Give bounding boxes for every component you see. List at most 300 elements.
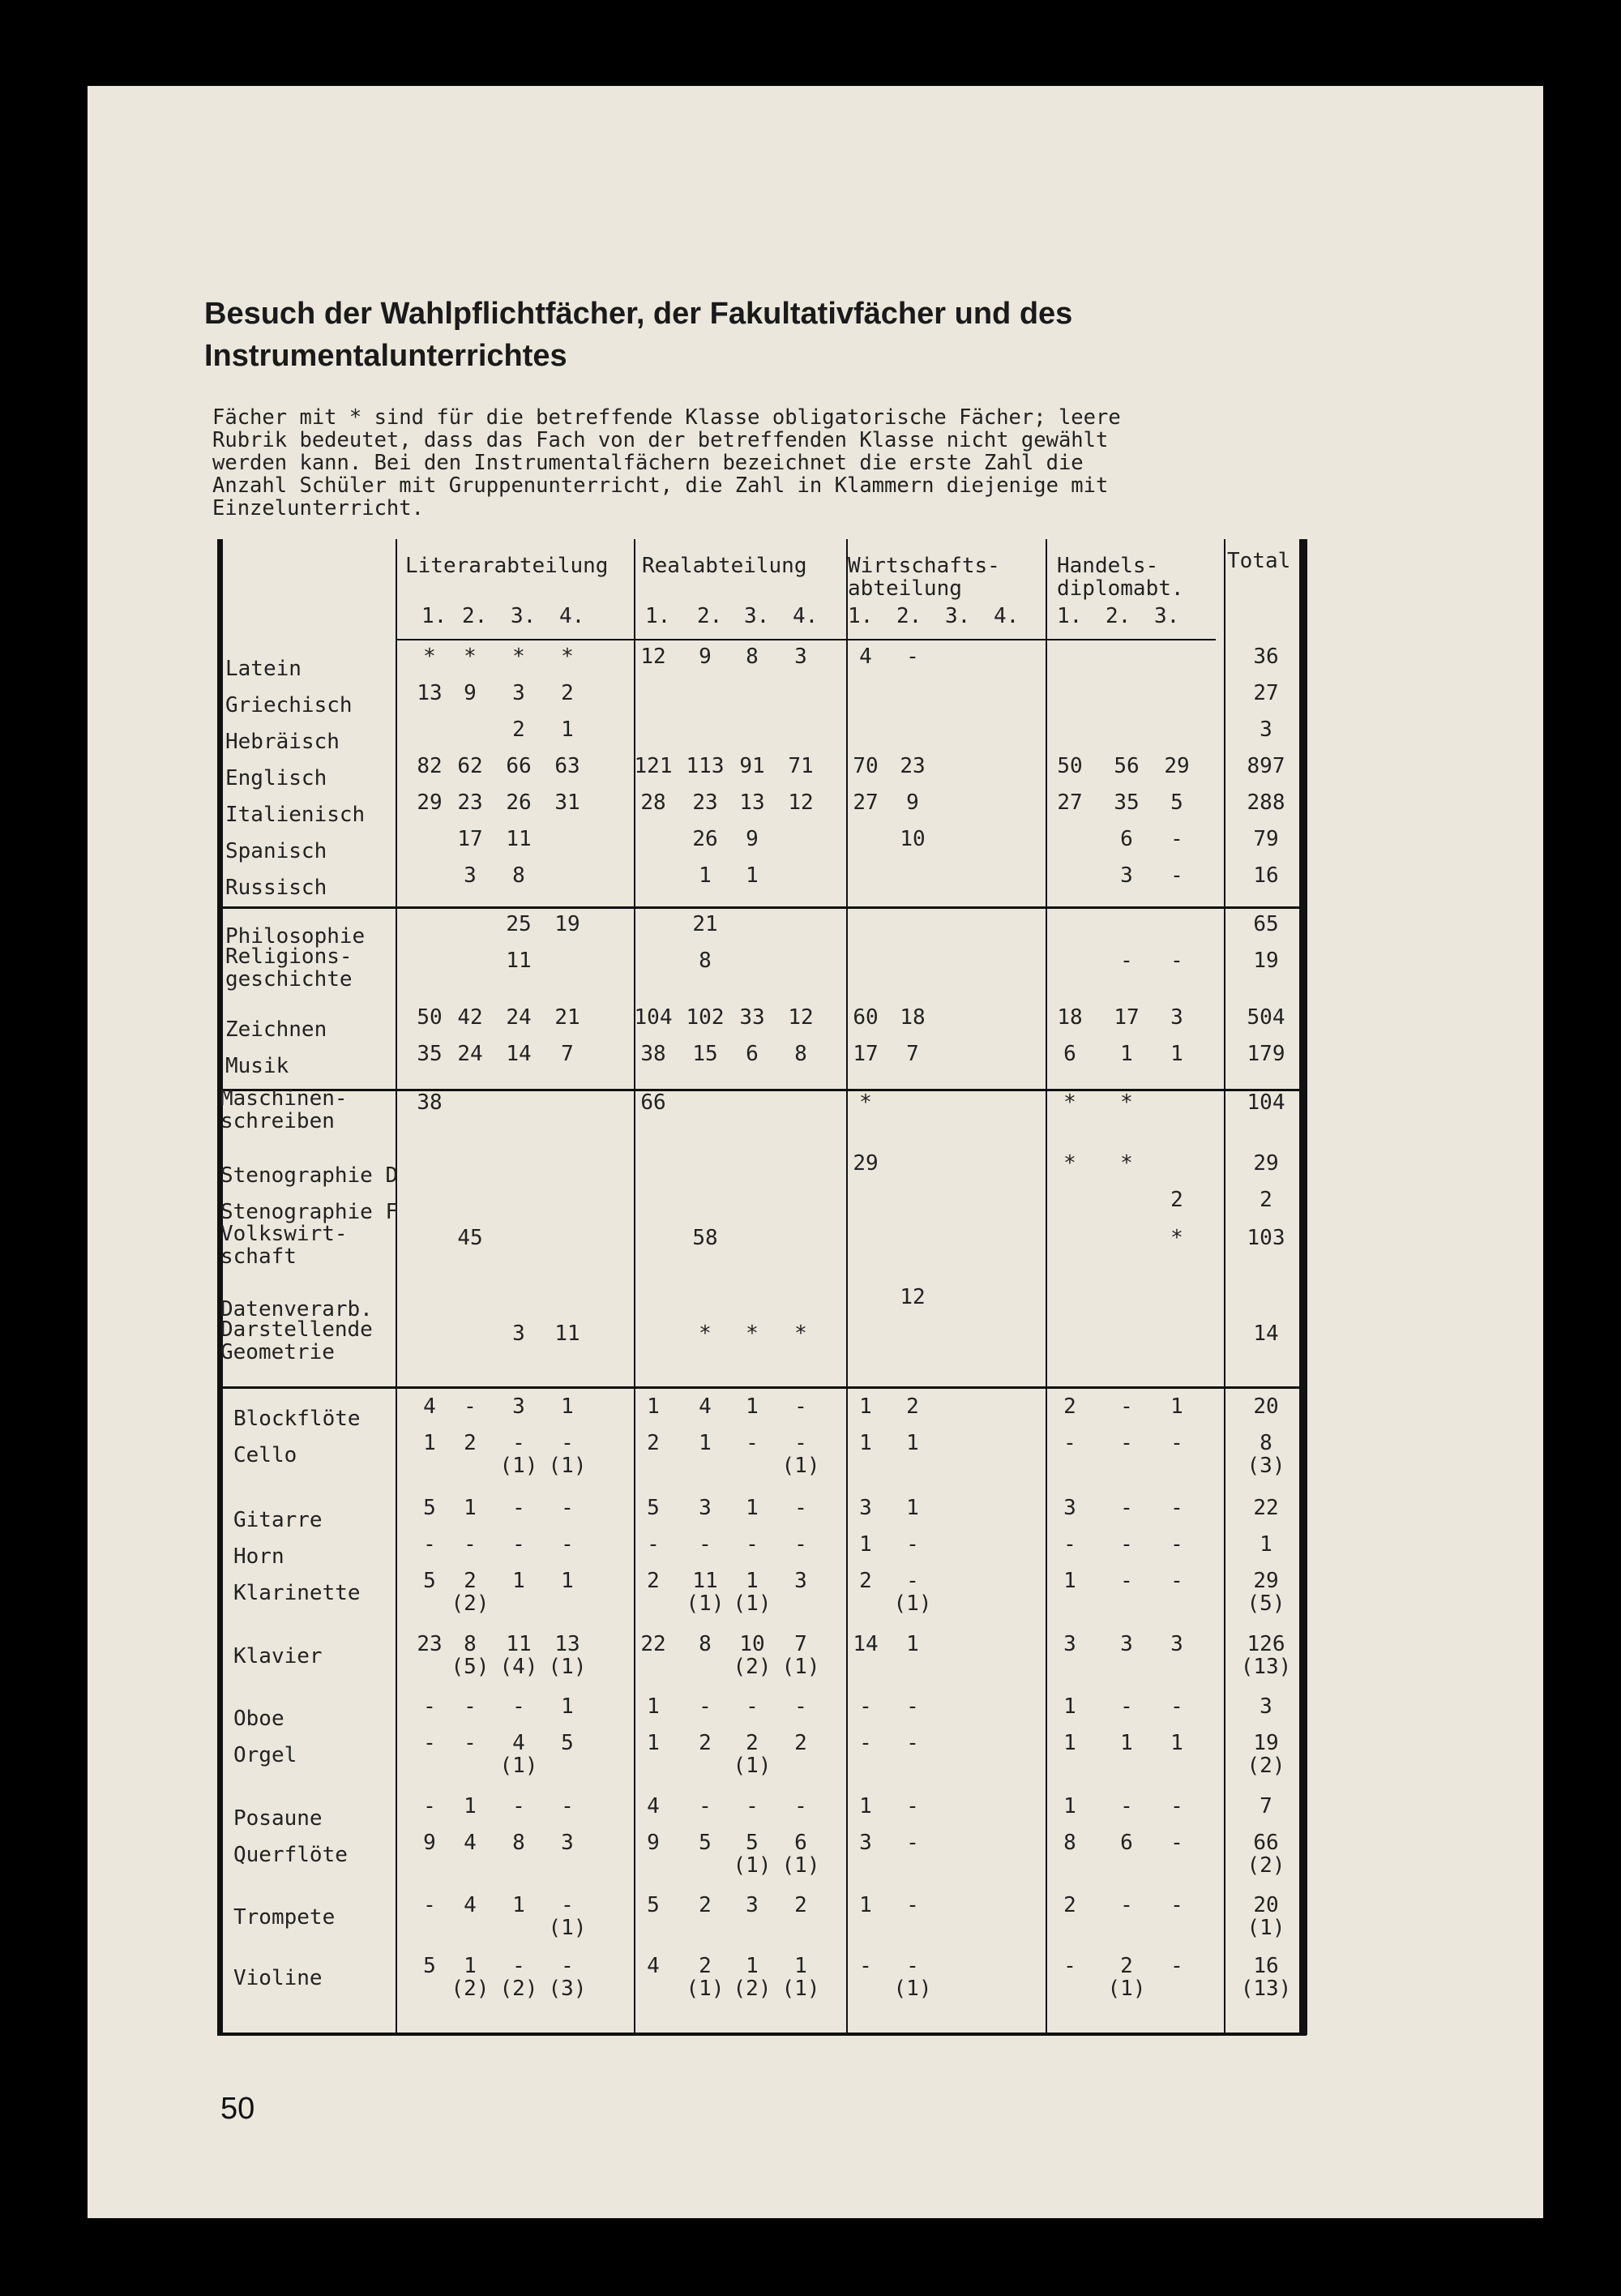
cell-sub-value: (1)	[733, 1591, 772, 1616]
cell-value: 2	[699, 1893, 712, 1917]
section-separator	[217, 1386, 1307, 1389]
cell-value: 3	[794, 645, 807, 669]
cell-value: -	[512, 1794, 525, 1818]
intro-line: Anzahl Schüler mit Gruppenunterricht, die Zahl in Klammern diejenige mit	[212, 473, 1109, 498]
cell-value: 3	[464, 863, 477, 888]
cell-value: 5	[647, 1496, 660, 1520]
cell-value: 5	[699, 1831, 712, 1855]
cell-value: -	[423, 1731, 436, 1755]
class-label: 4.	[793, 604, 819, 628]
cell-value: 1	[746, 863, 759, 888]
cell-value: -	[512, 1496, 525, 1520]
class-label: 2.	[1106, 604, 1131, 628]
cell-value: 1	[512, 1569, 525, 1593]
cell-value: 1	[699, 863, 712, 888]
total-value: 29	[1253, 1569, 1279, 1593]
cell-value: 21	[692, 912, 718, 936]
cell-value: -	[794, 1431, 807, 1455]
cell-value: 5	[746, 1831, 759, 1855]
cell-value: 3	[1120, 1632, 1133, 1656]
cell-value: -	[794, 1394, 807, 1419]
total-value: 19	[1253, 949, 1279, 973]
cell-value: 9	[647, 1831, 660, 1855]
cell-value: 2	[794, 1893, 807, 1917]
cell-value: 2	[1063, 1893, 1076, 1917]
cell-value: 8	[699, 949, 712, 973]
cell-value: 11	[506, 949, 532, 973]
cell-value: 1	[906, 1496, 919, 1520]
cell-value: -	[746, 1794, 759, 1818]
cell-value: 2	[1063, 1394, 1076, 1419]
cell-value: -	[1063, 1954, 1076, 1978]
cell-value: -	[561, 1532, 574, 1557]
cell-value: 4	[699, 1394, 712, 1419]
class-label: 3.	[1154, 604, 1180, 628]
total-value: 104	[1247, 1090, 1285, 1115]
cell-value: 3	[1170, 1632, 1183, 1656]
cell-value: 1	[561, 1694, 574, 1719]
cell-value: 13	[417, 681, 443, 705]
cell-sub-value: (2)	[451, 1591, 490, 1616]
subject-name: Philosophie	[225, 924, 366, 949]
cell-value: 8	[512, 1831, 525, 1855]
class-label: 3.	[945, 604, 971, 628]
cell-sub-value: (1)	[686, 1591, 725, 1616]
total-value: (13)	[1240, 1977, 1292, 2001]
subject-name: Geometrie	[220, 1340, 335, 1364]
cell-value: 11	[692, 1569, 718, 1593]
cell-value: 2	[906, 1394, 919, 1419]
cell-value: 7	[561, 1042, 574, 1066]
cell-value: -	[1120, 1569, 1133, 1593]
cell-value: 4	[647, 1794, 660, 1818]
cell-value: 62	[457, 754, 483, 778]
cell-sub-value: (1)	[686, 1977, 725, 2001]
cell-value: -	[1120, 1532, 1133, 1557]
cell-value: 113	[686, 754, 725, 778]
table-left-border	[217, 539, 223, 2035]
cell-value: -	[746, 1532, 759, 1557]
class-label: 2.	[896, 604, 922, 628]
cell-value: -	[561, 1496, 574, 1520]
column-separator	[846, 539, 848, 2035]
cell-value: 1	[1170, 1731, 1183, 1755]
cell-sub-value: (4)	[499, 1655, 538, 1679]
cell-value: 1	[746, 1394, 759, 1419]
cell-value: 9	[906, 790, 919, 815]
page-number: 50	[220, 2092, 255, 2126]
cell-value: -	[1120, 949, 1133, 973]
cell-value: 11	[506, 1632, 532, 1656]
cell-value: 23	[900, 754, 926, 778]
cell-sub-value: (2)	[733, 1977, 772, 2001]
cell-sub-value: (1)	[733, 1853, 772, 1878]
cell-value: 31	[554, 790, 580, 815]
cell-value: -	[906, 645, 919, 669]
cell-value: 4	[464, 1893, 477, 1917]
cell-value: 71	[788, 754, 814, 778]
cell-value: 2	[464, 1569, 477, 1593]
header-total: Total	[1227, 549, 1291, 573]
cell-value: *	[746, 1321, 759, 1346]
subject-name: schreiben	[220, 1109, 335, 1133]
table-bottom-border	[217, 2033, 1307, 2036]
cell-value: 12	[640, 645, 666, 669]
cell-value: 121	[634, 754, 673, 778]
cell-value: 1	[512, 1893, 525, 1917]
cell-value: 3	[561, 1831, 574, 1855]
cell-value: 8	[464, 1632, 477, 1656]
cell-value: 91	[739, 754, 765, 778]
cell-value: *	[794, 1321, 807, 1346]
cell-value: 3	[1063, 1496, 1076, 1520]
total-value: (1)	[1247, 1916, 1285, 1940]
cell-value: 3	[699, 1496, 712, 1520]
cell-value: -	[906, 1731, 919, 1755]
header-separator	[397, 639, 1216, 640]
cell-value: 63	[554, 754, 580, 778]
cell-value: 27	[853, 790, 879, 815]
cell-value: 5	[423, 1954, 436, 1978]
cell-value: 6	[794, 1831, 807, 1855]
class-label: 1.	[645, 604, 671, 628]
subject-name: Stenographie D	[220, 1163, 399, 1188]
cell-value: 4	[647, 1954, 660, 1978]
cell-value: -	[423, 1532, 436, 1557]
cell-value: 3	[794, 1569, 807, 1593]
subject-name: Englisch	[225, 766, 327, 790]
cell-sub-value: (1)	[548, 1655, 587, 1679]
total-value: 20	[1253, 1893, 1279, 1917]
intro-line: werden kann. Bei den Instrumentalfächern bezeichnet die erste Zahl die	[212, 451, 1084, 475]
cell-value: 4	[464, 1831, 477, 1855]
cell-value: -	[1120, 1893, 1133, 1917]
class-label: 3.	[511, 604, 537, 628]
cell-value: 25	[506, 912, 532, 936]
cell-value: 2	[699, 1731, 712, 1755]
cell-value: -	[464, 1694, 477, 1719]
cell-value: 3	[512, 1394, 525, 1419]
cell-value: -	[1120, 1694, 1133, 1719]
subject-name: Blockflöte	[233, 1407, 361, 1431]
cell-value: 18	[1057, 1005, 1083, 1030]
cell-value: 13	[554, 1632, 580, 1656]
cell-value: 5	[647, 1893, 660, 1917]
subject-name: Stenographie F	[220, 1200, 399, 1224]
total-value: 3	[1260, 1694, 1272, 1719]
cell-value: -	[512, 1431, 525, 1455]
cell-value: 12	[900, 1285, 926, 1309]
subject-name: Hebräisch	[225, 730, 340, 754]
cell-value: 1	[561, 1394, 574, 1419]
cell-value: 1	[1120, 1042, 1133, 1066]
header-wirtschaft: abteilung	[848, 576, 962, 601]
cell-value: 102	[686, 1005, 725, 1030]
cell-value: -	[464, 1394, 477, 1419]
cell-value: -	[1170, 863, 1183, 888]
subject-name: Horn	[233, 1544, 284, 1569]
column-separator	[1046, 539, 1047, 2035]
cell-value: 42	[457, 1005, 483, 1030]
cell-value: -	[699, 1532, 712, 1557]
cell-value: 2	[647, 1569, 660, 1593]
cell-value: 2	[561, 681, 574, 705]
cell-value: 35	[1114, 790, 1140, 815]
cell-value: 12	[788, 1005, 814, 1030]
cell-value: 29	[1164, 754, 1190, 778]
cell-value: -	[1170, 1694, 1183, 1719]
cell-value: 23	[692, 790, 718, 815]
cell-value: *	[1170, 1226, 1183, 1250]
cell-value: 24	[506, 1005, 532, 1030]
cell-value: -	[699, 1794, 712, 1818]
total-value: 79	[1253, 827, 1279, 851]
cell-sub-value: (1)	[781, 1655, 820, 1679]
cell-sub-value: (1)	[548, 1454, 587, 1478]
cell-value: 1	[561, 718, 574, 742]
cell-value: 23	[457, 790, 483, 815]
subject-name: Klavier	[233, 1644, 323, 1668]
subject-name: Orgel	[233, 1743, 297, 1767]
total-value: 504	[1247, 1005, 1285, 1030]
subject-name: Volkswirt-	[220, 1222, 348, 1246]
cell-value: 1	[647, 1394, 660, 1419]
total-value: 16	[1253, 1954, 1279, 1978]
cell-value: -	[561, 1431, 574, 1455]
cell-value: -	[423, 1694, 436, 1719]
cell-value: 17	[1114, 1005, 1140, 1030]
cell-value: -	[859, 1694, 872, 1719]
cell-value: 60	[853, 1005, 879, 1030]
cell-value: -	[794, 1694, 807, 1719]
cell-sub-value: (1)	[548, 1916, 587, 1940]
section-separator	[217, 1089, 1307, 1091]
cell-value: 50	[417, 1005, 443, 1030]
cell-value: -	[1170, 1794, 1183, 1818]
subject-name: Spanisch	[225, 839, 327, 863]
cell-value: 8	[746, 645, 759, 669]
cell-value: -	[906, 1569, 919, 1593]
cell-value: 24	[457, 1042, 483, 1066]
cell-value: *	[512, 645, 525, 669]
subject-name: Italienisch	[225, 803, 366, 827]
cell-value: *	[859, 1090, 872, 1115]
cell-value: 6	[1120, 827, 1133, 851]
cell-value: 7	[906, 1042, 919, 1066]
cell-sub-value: (1)	[781, 1454, 820, 1478]
cell-value: 1	[1120, 1731, 1133, 1755]
cell-sub-value: (5)	[451, 1655, 490, 1679]
cell-value: 4	[859, 645, 872, 669]
header-literar: Literarabteilung	[405, 554, 609, 578]
cell-value: 3	[512, 1321, 525, 1346]
cell-value: 14	[853, 1632, 879, 1656]
cell-value: 3	[746, 1893, 759, 1917]
cell-sub-value: (1)	[781, 1977, 820, 2001]
cell-value: 1	[1063, 1794, 1076, 1818]
cell-sub-value: (2)	[733, 1655, 772, 1679]
cell-value: 22	[640, 1632, 666, 1656]
total-value: (5)	[1247, 1591, 1285, 1616]
cell-value: 3	[1170, 1005, 1183, 1030]
cell-value: 9	[746, 827, 759, 851]
subject-name: schaft	[220, 1244, 297, 1269]
class-label: 2.	[462, 604, 488, 628]
cell-value: -	[1170, 1569, 1183, 1593]
cell-value: 11	[506, 827, 532, 851]
total-value: 16	[1253, 863, 1279, 888]
cell-value: 27	[1057, 790, 1083, 815]
cell-value: -	[561, 1954, 574, 1978]
class-label: 4.	[559, 604, 585, 628]
subject-name: Querflöte	[233, 1843, 348, 1867]
cell-value: 5	[1170, 790, 1183, 815]
cell-value: -	[906, 1532, 919, 1557]
cell-value: -	[1170, 1831, 1183, 1855]
cell-value: 26	[506, 790, 532, 815]
total-value: 22	[1253, 1496, 1279, 1520]
cell-value: 1	[561, 1569, 574, 1593]
header-handel: diplomabt.	[1057, 576, 1184, 601]
cell-value: 5	[423, 1496, 436, 1520]
cell-value: 14	[506, 1042, 532, 1066]
subject-name: Russisch	[225, 876, 327, 900]
subject-name: Oboe	[233, 1707, 284, 1731]
cell-value: -	[1120, 1394, 1133, 1419]
cell-value: 56	[1114, 754, 1140, 778]
cell-value: -	[746, 1431, 759, 1455]
cell-value: 4	[423, 1394, 436, 1419]
subject-name: Gitarre	[233, 1508, 323, 1532]
cell-value: 1	[859, 1893, 872, 1917]
total-value: (2)	[1247, 1754, 1285, 1778]
subject-name: Maschinen-	[220, 1086, 348, 1111]
cell-value: -	[561, 1794, 574, 1818]
cell-value: 9	[699, 645, 712, 669]
cell-value: -	[561, 1893, 574, 1917]
cell-value: 18	[900, 1005, 926, 1030]
subject-name: Violine	[233, 1966, 323, 1990]
cell-value: -	[1170, 1496, 1183, 1520]
cell-sub-value: (1)	[893, 1591, 932, 1616]
total-value: (3)	[1247, 1454, 1285, 1478]
cell-value: 3	[859, 1831, 872, 1855]
total-value: (13)	[1240, 1655, 1292, 1679]
cell-value: *	[423, 645, 436, 669]
total-value: 27	[1253, 681, 1279, 705]
cell-value: 1	[1063, 1694, 1076, 1719]
cell-value: 2	[512, 718, 525, 742]
cell-value: 1	[859, 1532, 872, 1557]
cell-value: 58	[692, 1226, 718, 1250]
cell-value: 1	[464, 1954, 477, 1978]
class-label: 1.	[1057, 604, 1083, 628]
cell-value: 5	[561, 1731, 574, 1755]
cell-value: 8	[1063, 1831, 1076, 1855]
cell-value: -	[1170, 1532, 1183, 1557]
total-value: 8	[1260, 1431, 1272, 1455]
table-right-border	[1299, 539, 1307, 2035]
subject-name: Zeichnen	[225, 1017, 327, 1042]
subject-name: Musik	[225, 1054, 289, 1078]
subject-name: Latein	[225, 657, 302, 681]
total-value: 179	[1247, 1042, 1285, 1066]
total-value: 20	[1253, 1394, 1279, 1419]
cell-value: 1	[647, 1731, 660, 1755]
cell-value: 35	[417, 1042, 443, 1066]
cell-value: 2	[746, 1731, 759, 1755]
cell-value: 9	[423, 1831, 436, 1855]
cell-value: -	[859, 1954, 872, 1978]
intro-line: Fächer mit * sind für die betreffende Klasse obligatorische Fächer; leere	[212, 405, 1121, 430]
cell-value: 10	[739, 1632, 765, 1656]
subject-name: Religions-	[225, 945, 353, 969]
cell-value: 3	[1063, 1632, 1076, 1656]
cell-value: 5	[423, 1569, 436, 1593]
class-label: 1.	[421, 604, 447, 628]
class-label: 3.	[744, 604, 770, 628]
class-label: 1.	[848, 604, 874, 628]
cell-value: -	[1120, 1431, 1133, 1455]
cell-sub-value: (2)	[451, 1977, 490, 2001]
cell-value: 1	[464, 1496, 477, 1520]
cell-value: 1	[464, 1794, 477, 1818]
cell-value: 2	[647, 1431, 660, 1455]
cell-value: 66	[640, 1090, 666, 1115]
cell-sub-value: (2)	[499, 1977, 538, 2001]
cell-value: 1	[699, 1431, 712, 1455]
cell-value: 3	[1120, 863, 1133, 888]
subject-name: Posaune	[233, 1806, 323, 1831]
total-value: 103	[1247, 1226, 1285, 1250]
total-value: 2	[1260, 1188, 1272, 1212]
cell-sub-value: (1)	[893, 1977, 932, 2001]
cell-value: -	[647, 1532, 660, 1557]
cell-value: 2	[699, 1954, 712, 1978]
cell-value: -	[464, 1731, 477, 1755]
cell-value: 2	[1120, 1954, 1133, 1978]
total-value: 126	[1247, 1632, 1285, 1656]
cell-value: 1	[746, 1954, 759, 1978]
subject-name: Cello	[233, 1443, 297, 1467]
cell-value: 21	[554, 1005, 580, 1030]
cell-sub-value: (1)	[1107, 1977, 1146, 2001]
cell-value: 38	[417, 1090, 443, 1115]
cell-value: 26	[692, 827, 718, 851]
cell-value: 50	[1057, 754, 1083, 778]
cell-value: -	[1063, 1431, 1076, 1455]
total-value: 288	[1247, 790, 1285, 815]
total-value: 66	[1253, 1831, 1279, 1855]
cell-value: *	[1120, 1090, 1133, 1115]
cell-value: 13	[739, 790, 765, 815]
header-real: Realabteilung	[642, 554, 807, 578]
cell-sub-value: (1)	[733, 1754, 772, 1778]
cell-value: -	[906, 1893, 919, 1917]
cell-value: 15	[692, 1042, 718, 1066]
class-label: 4.	[994, 604, 1020, 628]
cell-value: -	[512, 1532, 525, 1557]
cell-value: *	[1063, 1090, 1076, 1115]
cell-value: 82	[417, 754, 443, 778]
total-value: 14	[1253, 1321, 1279, 1346]
cell-value: -	[906, 1794, 919, 1818]
cell-value: -	[794, 1532, 807, 1557]
section-separator	[217, 906, 1307, 909]
cell-value: 2	[794, 1731, 807, 1755]
cell-value: 38	[640, 1042, 666, 1066]
cell-value: 1	[859, 1431, 872, 1455]
